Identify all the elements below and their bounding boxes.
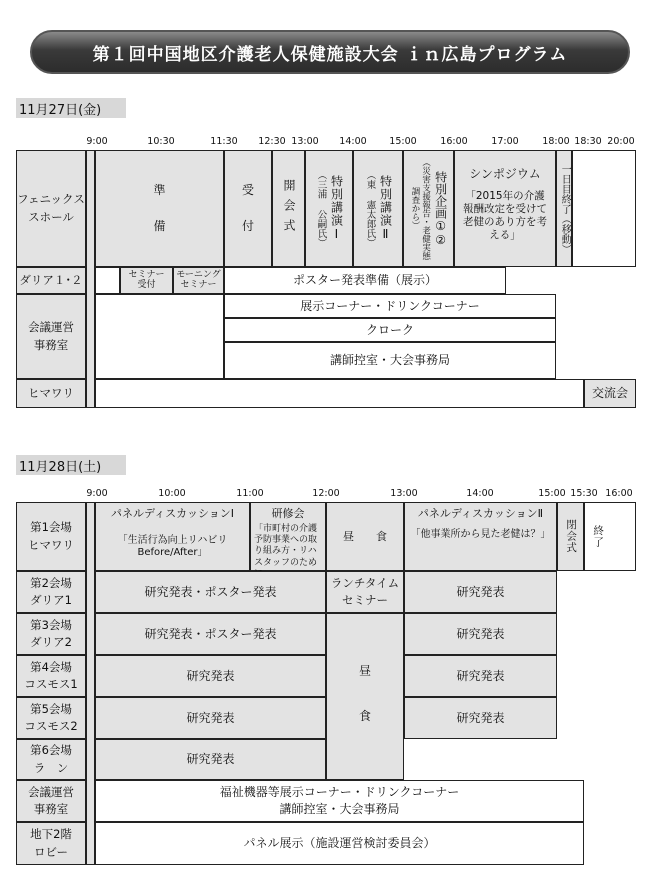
time-tick: 10:30 (147, 136, 175, 147)
time-tick: 12:30 (258, 136, 286, 147)
phoenix-evening-empty (572, 150, 636, 267)
panel2-title: パネルディスカッションⅡ (417, 507, 544, 520)
time-tick: 18:00 (542, 136, 570, 147)
lecturer-room-cell: 講師控室・大会事務局 (224, 342, 556, 379)
closing-text: 閉会式 (565, 519, 578, 554)
seminar-reception-cell: セミナー 受付 (120, 267, 173, 294)
time-tick: 20:00 (607, 136, 635, 147)
prep-text-2: 備 (153, 218, 166, 233)
cloak-cell: クローク (224, 318, 556, 342)
lecturer-room-text: 講師控室・大会事務局 (279, 802, 400, 816)
row-label-lobby: 地下2階 ロビー (16, 822, 86, 865)
time-tick: 10:00 (158, 488, 186, 499)
special-plan-sub: （災害支援報告・老健実態調査から） (410, 157, 431, 260)
research-poster-cell: 研究発表・ポスター発表 (95, 613, 326, 655)
row-label-venue1: 第1会場 ヒマワリ (16, 502, 86, 571)
panel-discussion-2-cell (404, 502, 557, 571)
time-tick: 13:00 (291, 136, 319, 147)
training-body: 「市町村の介護予防事業への取り組み方・リハスタッフのため (254, 523, 318, 568)
time-tick: 16:00 (440, 136, 468, 147)
preparation-cell (95, 150, 224, 267)
lunch-cell: 昼 食 (326, 502, 404, 571)
time-tick: 15:00 (389, 136, 417, 147)
special-lecture-2-cell (353, 150, 403, 267)
panel-discussion-1-cell (95, 502, 250, 571)
row-label-office: 会議運営 事務室 (16, 780, 86, 822)
research-cell: 研究発表 (404, 655, 557, 697)
row-label-office: 会議運営 事務室 (16, 294, 86, 379)
end-cell (584, 502, 636, 571)
day2-date: 11月28日(土) (16, 455, 126, 475)
research-cell: 研究発表 (404, 613, 557, 655)
panel1-body: 「生活行為向上リハビリ Before/After」 (117, 534, 228, 559)
time-tick: 12:00 (312, 488, 340, 499)
exhibit-drink-cell: 展示コーナー・ドリンクコーナー (224, 294, 556, 318)
time-tick: 13:00 (390, 488, 418, 499)
morning-seminar-cell: モーニング セミナー (173, 267, 224, 294)
row-label-phoenix: フェニックス スホール (16, 150, 86, 267)
time-tick: 15:30 (570, 488, 598, 499)
prep-text-1: 準 (153, 183, 166, 198)
poster-prep-cell: ポスター発表準備（展示） (224, 267, 506, 294)
lunch-text-2: 食 (358, 709, 371, 723)
research-poster-cell: 研究発表・ポスター発表 (95, 571, 326, 613)
research-cell: 研究発表 (95, 655, 326, 697)
row-label-venue5: 第5会場 コスモス2 (16, 697, 86, 739)
office-empty-cell (95, 294, 224, 379)
lecture2-speaker: （東 憲太郎氏） (364, 169, 376, 248)
time-tick: 16:00 (605, 488, 633, 499)
row-label-venue6: 第6会場 ラ ン (16, 739, 86, 780)
research-cell: 研究発表 (404, 697, 557, 739)
pre-session-column (86, 502, 95, 865)
symposium-cell (454, 150, 556, 267)
lecture1-speaker: （三浦 公嗣氏） (315, 169, 327, 248)
special-lecture-1-cell (305, 150, 353, 267)
reception-text-2: 付 (241, 218, 254, 233)
day-end-cell (556, 150, 572, 267)
row-label-venue4: 第4会場 コスモス1 (16, 655, 86, 697)
office-info-cell (95, 780, 584, 822)
time-tick: 15:00 (538, 488, 566, 499)
reception-party-cell: 交流会 (584, 379, 636, 408)
pre-session-column (86, 150, 95, 408)
research-cell: 研究発表 (404, 571, 557, 613)
lecture1-title: 特別講演Ⅰ (329, 175, 344, 242)
time-tick: 9:00 (86, 136, 108, 147)
lunch-seminar-cell: ランチタイム セミナー (326, 571, 404, 613)
special-plan-title: 特別企画①② (433, 170, 448, 247)
page-title: 第１回中国地区介護老人保健施設大会 ｉｎ広島プログラム (30, 30, 630, 74)
row-label-venue2: 第2会場 ダリア1 (16, 571, 86, 613)
time-tick: 14:00 (466, 488, 494, 499)
research-cell: 研究発表 (95, 697, 326, 739)
time-tick: 9:00 (86, 488, 108, 499)
opening-text: 開会式 (282, 178, 296, 239)
row-label-himawari: ヒマワリ (16, 379, 86, 408)
time-tick: 17:00 (491, 136, 519, 147)
special-plan-cell (403, 150, 454, 267)
panel1-title: パネルディスカッションⅠ (110, 507, 235, 520)
day-end-text: 一日目終了（移動） (559, 163, 571, 254)
lunch-text-1: 昼 (358, 664, 371, 678)
time-tick: 11:00 (236, 488, 264, 499)
lecture2-title: 特別講演Ⅱ (378, 175, 393, 242)
symposium-body: 「2015年の介護報酬改定を受けて老健のあり方を考える」 (463, 190, 547, 242)
end-text: 終了 (592, 525, 605, 548)
reception-text-1: 受 (241, 183, 254, 198)
opening-ceremony-cell (272, 150, 305, 267)
row-label-venue3: 第3会場 ダリア2 (16, 613, 86, 655)
lunch-block-cell (326, 613, 404, 780)
time-tick: 14:00 (339, 136, 367, 147)
time-tick: 18:30 (574, 136, 602, 147)
row-label-dahlia: ダリア１･２ (16, 267, 86, 294)
dahlia-empty-cell (95, 267, 120, 294)
symposium-title: シンポジウム (469, 167, 541, 181)
training-session-cell (250, 502, 326, 571)
panel2-body: 「他事業所から見た老健は？」 (410, 528, 551, 540)
training-title: 研修会 (271, 507, 305, 520)
welfare-exhibit-text: 福祉機器等展示コーナー・ドリンクコーナー (219, 785, 460, 799)
research-cell: 研究発表 (95, 739, 326, 780)
reception-cell (224, 150, 272, 267)
time-tick: 11:30 (210, 136, 238, 147)
panel-exhibit-cell: パネル展示（施設運営検討委員会） (95, 822, 584, 865)
day1-date: 11月27日(金) (16, 98, 126, 118)
himawari-empty-cell (95, 379, 584, 408)
closing-ceremony-cell (557, 502, 584, 571)
